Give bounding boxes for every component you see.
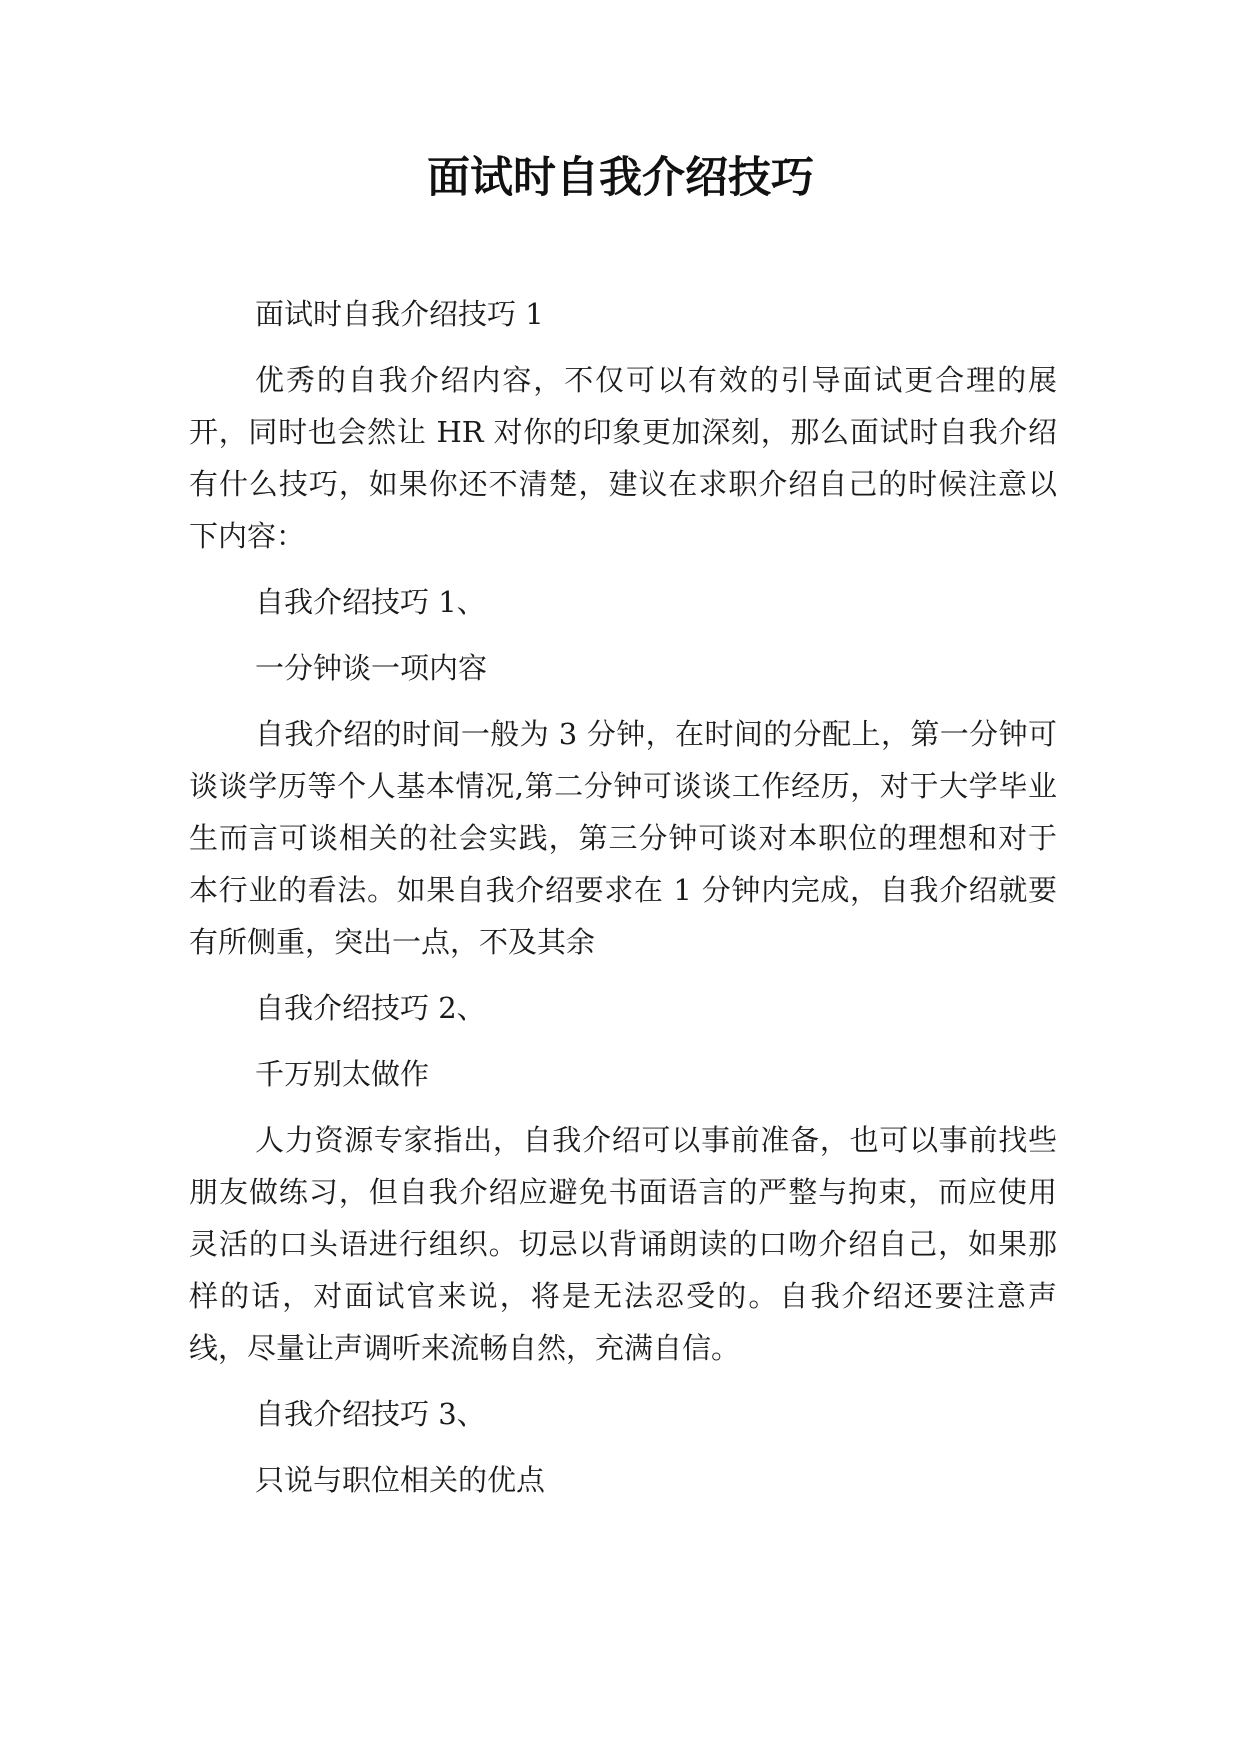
tip-subtitle: 只说与职位相关的优点 — [255, 1463, 546, 1497]
section-heading: 面试时自我介绍技巧 1 — [255, 297, 544, 331]
tip-heading: 自我介绍技巧 2、 — [255, 991, 486, 1025]
tip-paragraph: 人力资源专家指出，自我介绍可以事前准备，也可以事前找些朋友做练习，但自我介绍应避免书面语言的严整与拘束，而应使用灵活的口头语进行组织。切忌以背诵朗读的口吻介绍自己，如果那样的话，对面试官来说，将是无法忍受的。自我介绍还要注意声线，尽量让声调听来流畅自然，充满自信。 — [189, 1123, 1057, 1365]
tip-subtitle: 一分钟谈一项内容 — [255, 651, 488, 685]
document-body — [189, 288, 1057, 1520]
tip-subtitle: 千万别太做作 — [255, 1057, 430, 1091]
intro-paragraph: 优秀的自我介绍内容，不仅可以有效的引导面试更合理的展开，同时也会然让 HR 对你的印象更加深刻，那么面试时自我介绍有什么技巧，如果你还不清楚，建议在求职介绍自己的时候注意以下内容： — [189, 363, 1057, 553]
tip-heading: 自我介绍技巧 3、 — [255, 1397, 486, 1431]
document-title: 面试时自我介绍技巧 — [427, 153, 814, 203]
tip-paragraph: 自我介绍的时间一般为 3 分钟，在时间的分配上，第一分钟可谈谈学历等个人基本情况,第二分钟可谈谈工作经历，对于大学毕业生而言可谈相关的社会实践，第三分钟可谈对本职位的理想和对于本行业的看法。如果自我介绍要求在 1 分钟内完成，自我介绍就要有所侧重，突出一点，不及其余 — [189, 717, 1057, 959]
tip-heading: 自我介绍技巧 1、 — [255, 585, 486, 619]
